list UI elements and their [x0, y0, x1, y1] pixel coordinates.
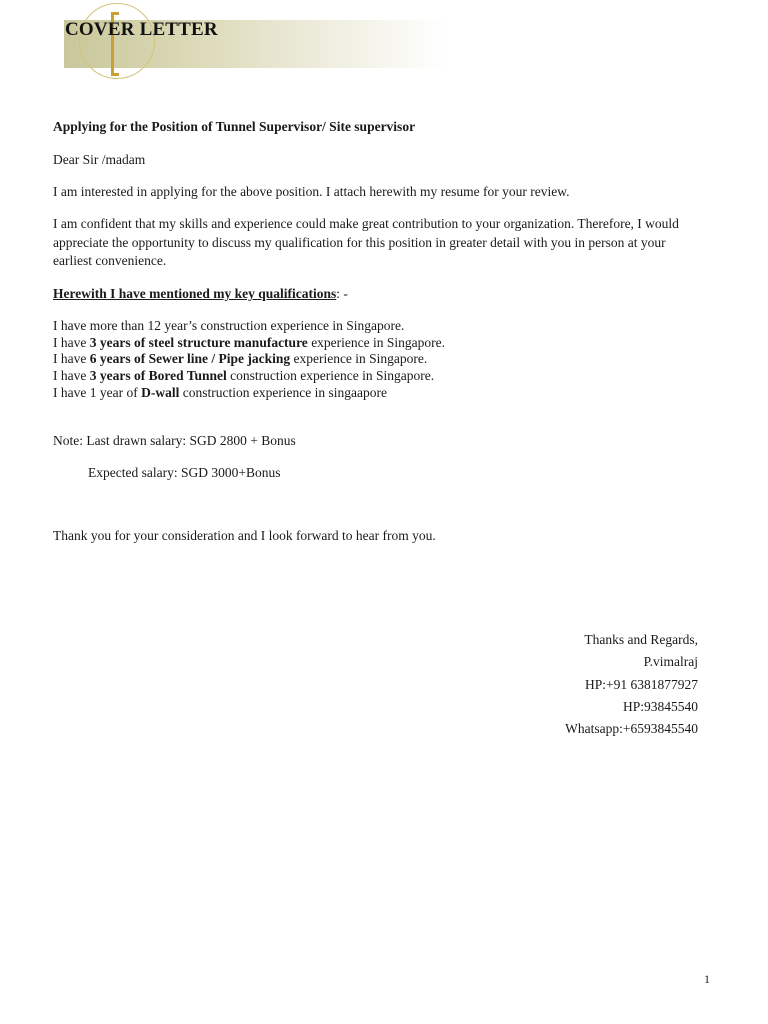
qualifications-heading-suffix: : -	[336, 286, 348, 301]
qualification-highlight: 6 years of Sewer line / Pipe jacking	[89, 351, 291, 366]
qualification-text: I have	[53, 335, 90, 350]
qualification-item	[53, 367, 434, 385]
qualification-highlight: 3 years of Bored Tunnel	[89, 368, 227, 383]
letter-closing: Thank you for your consideration and I look forward to hear from you.	[53, 528, 436, 543]
page-number: 1	[704, 972, 710, 986]
qualification-text: experience in Singapore.	[307, 335, 446, 350]
qualification-item	[53, 384, 387, 402]
signature-phone-india: HP:+91 6381877927	[585, 677, 698, 692]
letter-intro: I am interested in applying for the above position. I attach herewith my resume for your review.	[53, 184, 570, 199]
qualification-highlight: D-wall	[141, 385, 180, 400]
signature-regards: Thanks and Regards,	[584, 632, 698, 647]
qualification-text: construction experience in Singapore.	[226, 368, 435, 383]
document-title: COVER LETTER	[65, 19, 218, 40]
qualification-highlight: 3 years of steel structure manufacture	[89, 335, 308, 350]
letter-subject: Applying for the Position of Tunnel Supervisor/ Site supervisor	[53, 119, 416, 134]
qualification-text: I have 1 year of	[53, 385, 142, 400]
qualification-text: I have	[53, 368, 90, 383]
signature-whatsapp: Whatsapp:+6593845540	[565, 721, 698, 736]
signature-phone-singapore: HP:93845540	[622, 699, 698, 714]
letter-body-paragraph: I am confident that my skills and experience could make great contribution to your organization. Therefore, I would appreciate the opportunity to discuss my qualification for this position in greater detail with you in person at your earliest convenience.	[53, 216, 679, 268]
note-expected-salary: Expected salary: SGD 3000+Bonus	[88, 465, 281, 480]
qualification-item	[53, 317, 404, 335]
qualification-text: experience in Singapore.	[290, 351, 428, 366]
qualifications-heading-text: Herewith I have mentioned my key qualifications	[53, 286, 337, 301]
qualification-text: construction experience in singaapore	[179, 385, 388, 400]
qualification-text: I have	[53, 351, 90, 366]
signature-name: P.vimalraj	[643, 654, 698, 669]
letter-salutation: Dear Sir /madam	[53, 152, 146, 167]
qualification-item	[53, 350, 427, 368]
qualification-text: I have more than 12 year’s construction experience in Singapore.	[53, 318, 405, 333]
note-last-salary: Note: Last drawn salary: SGD 2800 + Bonus	[53, 433, 296, 448]
qualifications-heading	[53, 285, 348, 303]
